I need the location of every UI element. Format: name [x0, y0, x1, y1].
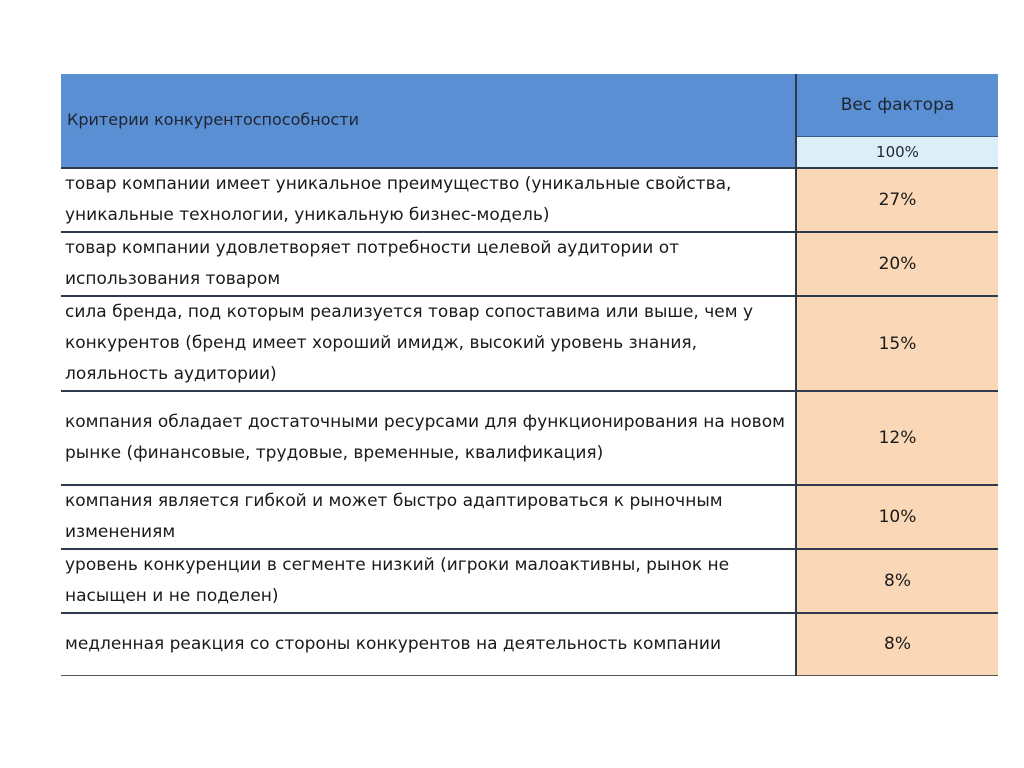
- table-row: [61, 485, 998, 549]
- table-row: [61, 232, 998, 296]
- weight-cell: 10%: [796, 485, 998, 549]
- table-row: [61, 296, 998, 391]
- weight-cell: 20%: [796, 232, 998, 296]
- weight-total: 100%: [796, 137, 998, 169]
- criteria-header: Критерии конкурентоспособности: [61, 74, 796, 168]
- table-row: [61, 391, 998, 485]
- table-row: [61, 549, 998, 613]
- criterion-cell: компания является гибкой и может быстро адаптироваться к рыночным изменениям: [61, 485, 796, 549]
- header-row: [61, 74, 998, 137]
- criterion-cell: товар компании имеет уникальное преимущество (уникальные свойства, уникальные технологии, уникальную бизнес-модель): [61, 168, 796, 232]
- table-row: [61, 168, 998, 232]
- weight-cell: 12%: [796, 391, 998, 485]
- criteria-weight-table: [61, 74, 998, 676]
- weight-cell: 8%: [796, 549, 998, 613]
- weight-header: Вес фактора: [796, 74, 998, 137]
- criterion-cell: сила бренда, под которым реализуется товар сопоставима или выше, чем у конкурентов (бренд имеет хороший имидж, высокий уровень знания, лояльность аудитории): [61, 296, 796, 391]
- competitiveness-table: [61, 74, 998, 676]
- criterion-cell: товар компании удовлетворяет потребности целевой аудитории от использования товаром: [61, 232, 796, 296]
- table-row: [61, 613, 998, 675]
- criterion-cell: уровень конкуренции в сегменте низкий (игроки малоактивны, рынок не насыщен и не поделен): [61, 549, 796, 613]
- weight-cell: 27%: [796, 168, 998, 232]
- weight-cell: 8%: [796, 613, 998, 675]
- weight-cell: 15%: [796, 296, 998, 391]
- criterion-cell: компания обладает достаточными ресурсами для функционирования на новом рынке (финансовые, трудовые, временные, квалификация): [61, 391, 796, 485]
- criterion-cell: медленная реакция со стороны конкурентов на деятельность компании: [61, 613, 796, 675]
